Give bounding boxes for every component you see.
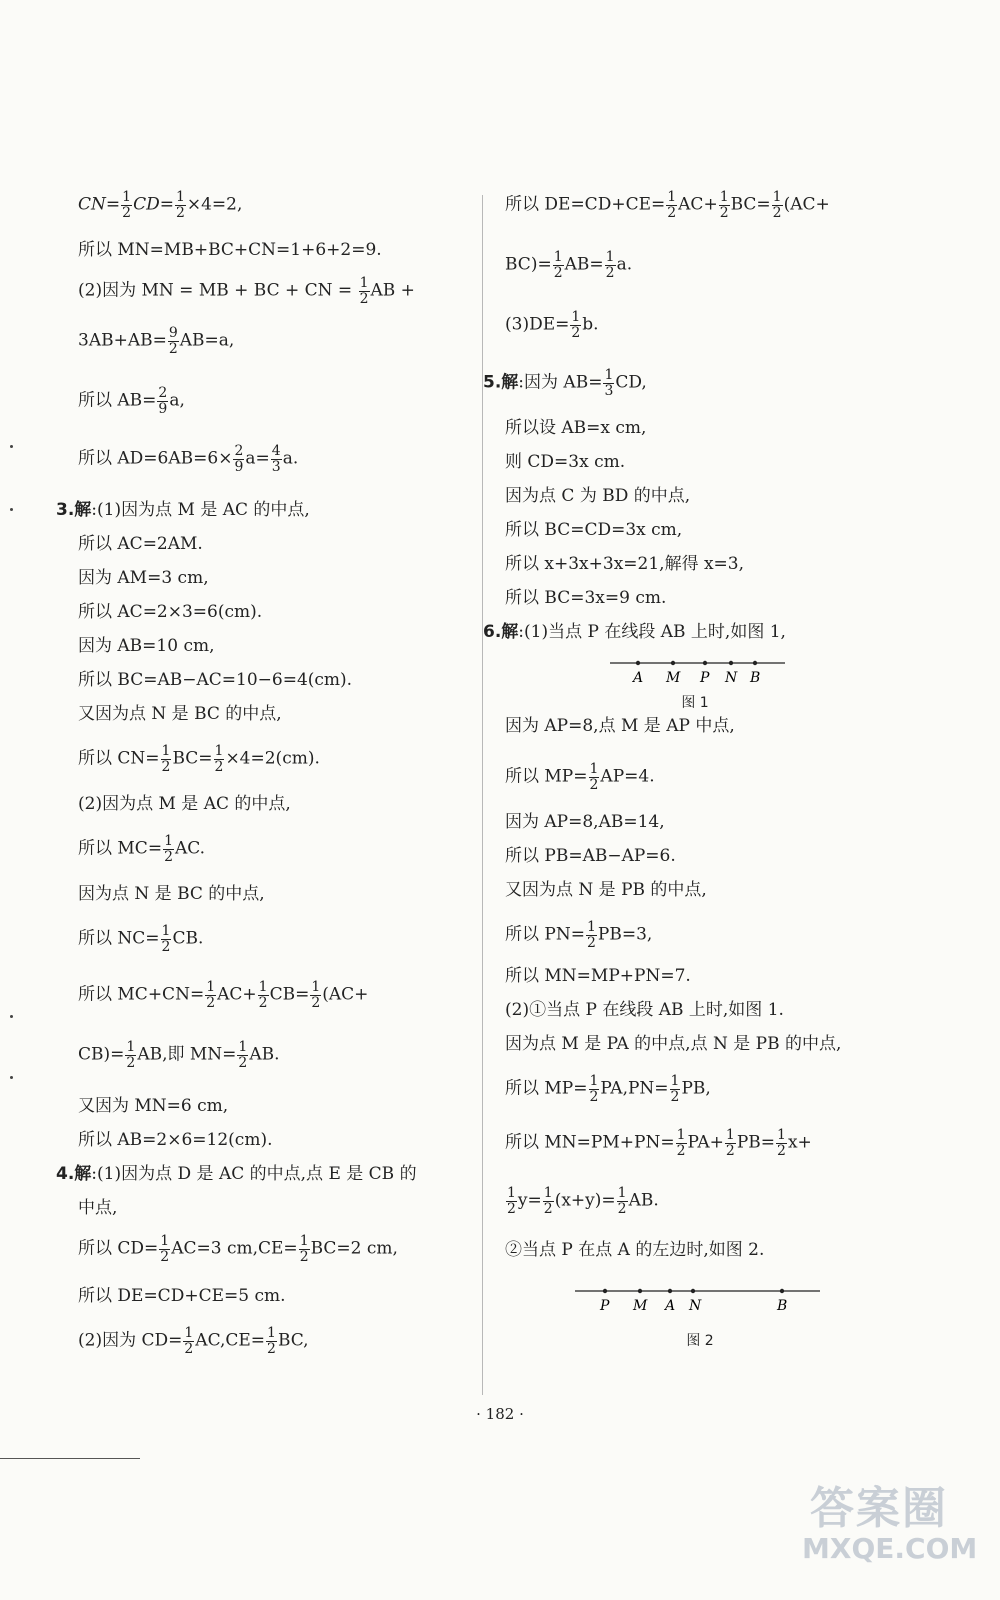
solution-line: 所以 DE=CD+CE= $\frac{1}{2}$ AC+ $\frac{1}{2}$ BC= $\frac{1}{2}$ (AC+ xyxy=(505,189,830,221)
solution-line: 又因为点 N 是 PB 的中点, xyxy=(505,880,707,900)
solution-line: 所以 PB=AB−AP=6. xyxy=(505,846,676,866)
left-column xyxy=(56,189,468,1376)
fraction: $\frac{1}{2}$ xyxy=(589,761,599,793)
solution-line: (2)因为 MN = MB + BC + CN = $\frac{1}{2}$ AB + xyxy=(78,275,415,307)
solution-line: 因为点 M 是 PA 的中点,点 N 是 PB 的中点, xyxy=(505,1034,842,1054)
solution-line: 因为 AP=8,点 M 是 AP 中点, xyxy=(505,716,735,736)
solution-line: 所以 MN=MP+PN=7. xyxy=(505,966,691,986)
solution-line: CN= $\frac{1}{2}$ CD= $\frac{1}{2}$ ×4=2, xyxy=(78,189,243,221)
fraction: $\frac{1}{2}$ xyxy=(311,979,321,1011)
solution-line: $\frac{1}{2}$ y= $\frac{1}{2}$ (x+y)= $\frac{1}{2}$ AB. xyxy=(507,1185,659,1217)
fraction: $\frac{1}{2}$ xyxy=(126,1039,136,1071)
solution-line: 所以 MC= $\frac{1}{2}$ AC. xyxy=(78,833,206,865)
fraction: $\frac{1}{2}$ xyxy=(299,1233,309,1265)
fraction: $\frac{1}{2}$ xyxy=(589,1073,599,1105)
fraction: $\frac{1}{2}$ xyxy=(725,1127,735,1159)
solution-line: 所以 AB= $\frac{2}{9}$ a, xyxy=(78,385,185,417)
margin-dot xyxy=(10,1076,13,1079)
point-label: M xyxy=(633,1298,648,1314)
solution-line: BC)= $\frac{1}{2}$ AB= $\frac{1}{2}$ a. xyxy=(505,249,633,281)
solution-line: 3AB+AB= $\frac{9}{2}$ AB=a, xyxy=(78,325,235,357)
solution-line: 因为 AB=10 cm, xyxy=(78,636,215,656)
solution-line: CB)= $\frac{1}{2}$ AB,即 MN= $\frac{1}{2}$ AB. xyxy=(78,1039,280,1071)
solution-line: 所以 BC=CD=3x cm, xyxy=(505,520,683,540)
figure-2 xyxy=(505,1280,925,1350)
solution-line: 则 CD=3x cm. xyxy=(505,452,626,472)
fraction: $\frac{1}{2}$ xyxy=(267,1325,276,1357)
solution-line: 所以 AC=2AM. xyxy=(78,534,203,554)
fraction: $\frac{1}{2}$ xyxy=(160,1233,170,1265)
point-label: M xyxy=(666,670,681,686)
margin-dot xyxy=(10,1015,13,1018)
watermark xyxy=(800,1472,980,1572)
fraction: $\frac{1}{2}$ xyxy=(161,743,171,775)
fraction: $\frac{2}{9}$ xyxy=(158,385,168,417)
solution-line: 所以 BC=3x=9 cm. xyxy=(505,588,667,608)
solution-line: 所以 x+3x+3x=21,解得 x=3, xyxy=(505,554,745,574)
question-3-heading: 3.解:(1)因为点 M 是 AC 的中点, xyxy=(56,500,310,520)
figure-1-diagram xyxy=(505,652,925,692)
point-label: N xyxy=(725,670,738,686)
figure-2-diagram xyxy=(505,1280,925,1320)
solution-line: (2)①当点 P 在线段 AB 上时,如图 1. xyxy=(505,1000,784,1020)
solution-line: 所以 MP= $\frac{1}{2}$ AP=4. xyxy=(505,761,655,793)
fraction: $\frac{1}{2}$ xyxy=(605,249,615,281)
solution-line: 所以 MN=PM+PN= $\frac{1}{2}$ PA+ $\frac{1}{2}$ PB= $\frac{1}{2}$ x+ xyxy=(505,1127,812,1159)
fraction: $\frac{1}{2}$ xyxy=(122,189,132,221)
fraction: $\frac{1}{2}$ xyxy=(617,1185,627,1217)
solution-line: 因为 AP=8,AB=14, xyxy=(505,812,665,832)
margin-dot xyxy=(10,445,13,448)
fraction: $\frac{1}{2}$ xyxy=(238,1039,248,1071)
point-label: B xyxy=(750,670,761,686)
footer-rule xyxy=(0,1458,140,1459)
point-label: P xyxy=(700,670,710,686)
fraction: $\frac{1}{2}$ xyxy=(161,923,171,955)
fraction: $\frac{1}{2}$ xyxy=(258,979,268,1011)
fraction: $\frac{1}{2}$ xyxy=(719,189,729,221)
solution-line: 所以 PN= $\frac{1}{2}$ PB=3, xyxy=(505,919,653,951)
question-5-heading: 5.解:因为 AB= $\frac{1}{3}$ CD, xyxy=(483,367,647,399)
page-number: · 182 · xyxy=(476,1405,524,1423)
solution-line: (3)DE= $\frac{1}{2}$ b. xyxy=(505,309,599,341)
solution-line: 所以 MP= $\frac{1}{2}$ PA,PN= $\frac{1}{2}$ PB, xyxy=(505,1073,711,1105)
fraction: $\frac{4}{3}$ xyxy=(271,443,281,475)
margin-dot xyxy=(10,508,13,511)
solution-line: (2)因为点 M 是 AC 的中点, xyxy=(78,794,291,814)
fraction: $\frac{1}{3}$ xyxy=(604,367,614,399)
fraction: $\frac{1}{2}$ xyxy=(667,189,677,221)
solution-line: 因为 AM=3 cm, xyxy=(78,568,209,588)
fraction: $\frac{1}{2}$ xyxy=(359,275,369,307)
solution-line: 所以 MN=MB+BC+CN=1+6+2=9. xyxy=(78,240,382,260)
figure-1-caption: 图 1 xyxy=(681,695,709,711)
solution-line: 又因为 MN=6 cm, xyxy=(78,1096,229,1116)
watermark-url: MXQE.COM xyxy=(802,1532,978,1565)
solution-line: 又因为点 N 是 BC 的中点, xyxy=(78,704,282,724)
solution-line: 因为点 C 为 BD 的中点, xyxy=(505,486,691,506)
fraction: $\frac{1}{2}$ xyxy=(543,1185,553,1217)
solution-line: 所以 DE=CD+CE=5 cm. xyxy=(78,1286,286,1306)
solution-line: 所以 CD= $\frac{1}{2}$ AC=3 cm,CE= $\frac{1}{2}$ BC=2 cm, xyxy=(78,1233,398,1265)
solution-line: 因为点 N 是 BC 的中点, xyxy=(78,884,265,904)
fraction: $\frac{1}{2}$ xyxy=(676,1127,686,1159)
fraction: $\frac{1}{2}$ xyxy=(670,1073,680,1105)
solution-line: 所以 BC=AB−AC=10−6=4(cm). xyxy=(78,670,353,690)
fraction: $\frac{1}{2}$ xyxy=(184,1325,194,1357)
right-column xyxy=(483,189,925,1350)
question-4-heading: 4.解:(1)因为点 D 是 AC 的中点,点 E 是 CB 的 xyxy=(56,1164,417,1184)
figure-1 xyxy=(505,652,925,716)
fraction: $\frac{1}{2}$ xyxy=(164,833,173,865)
fraction: $\frac{1}{2}$ xyxy=(772,189,782,221)
fraction: $\frac{2}{9}$ xyxy=(234,443,244,475)
watermark-logo: 答案圈 xyxy=(810,1483,948,1534)
fraction: $\frac{1}{2}$ xyxy=(507,1185,516,1217)
solution-line: 所以 NC= $\frac{1}{2}$ CB. xyxy=(78,923,204,955)
point-label: B xyxy=(777,1298,788,1314)
fraction: $\frac{1}{2}$ xyxy=(214,743,224,775)
point-label: A xyxy=(633,670,644,686)
fraction: $\frac{1}{2}$ xyxy=(553,249,563,281)
question-6-heading: 6.解:(1)当点 P 在线段 AB 上时,如图 1, xyxy=(483,622,786,642)
solution-line: 所以 MC+CN= $\frac{1}{2}$ AC+ $\frac{1}{2}$ CB= $\frac{1}{2}$ (AC+ xyxy=(78,979,369,1011)
fraction: $\frac{1}{2}$ xyxy=(571,309,581,341)
fraction: $\frac{9}{2}$ xyxy=(168,325,178,357)
solution-line: 所以 CN= $\frac{1}{2}$ BC= $\frac{1}{2}$ ×4=2(cm). xyxy=(78,743,320,775)
figure-2-caption: 图 2 xyxy=(686,1333,714,1349)
fraction: $\frac{1}{2}$ xyxy=(586,919,596,951)
solution-line: 所以设 AB=x cm, xyxy=(505,418,647,438)
point-label: N xyxy=(689,1298,702,1314)
solution-line: 所以 AC=2×3=6(cm). xyxy=(78,602,263,622)
solution-line: 所以 AB=2×6=12(cm). xyxy=(78,1130,273,1150)
fraction: $\frac{1}{2}$ xyxy=(206,979,216,1011)
point-label: P xyxy=(600,1298,610,1314)
solution-line: 所以 AD=6AB=6× $\frac{2}{9}$ a= $\frac{4}{3}$ a. xyxy=(78,443,299,475)
solution-line: 中点, xyxy=(78,1198,118,1218)
fraction: $\frac{1}{2}$ xyxy=(777,1127,786,1159)
solution-line: (2)因为 CD= $\frac{1}{2}$ AC,CE= $\frac{1}{2}$ BC, xyxy=(78,1325,309,1357)
fraction: $\frac{1}{2}$ xyxy=(175,189,185,221)
point-label: A xyxy=(665,1298,676,1314)
solution-line: ②当点 P 在点 A 的左边时,如图 2. xyxy=(505,1240,765,1260)
